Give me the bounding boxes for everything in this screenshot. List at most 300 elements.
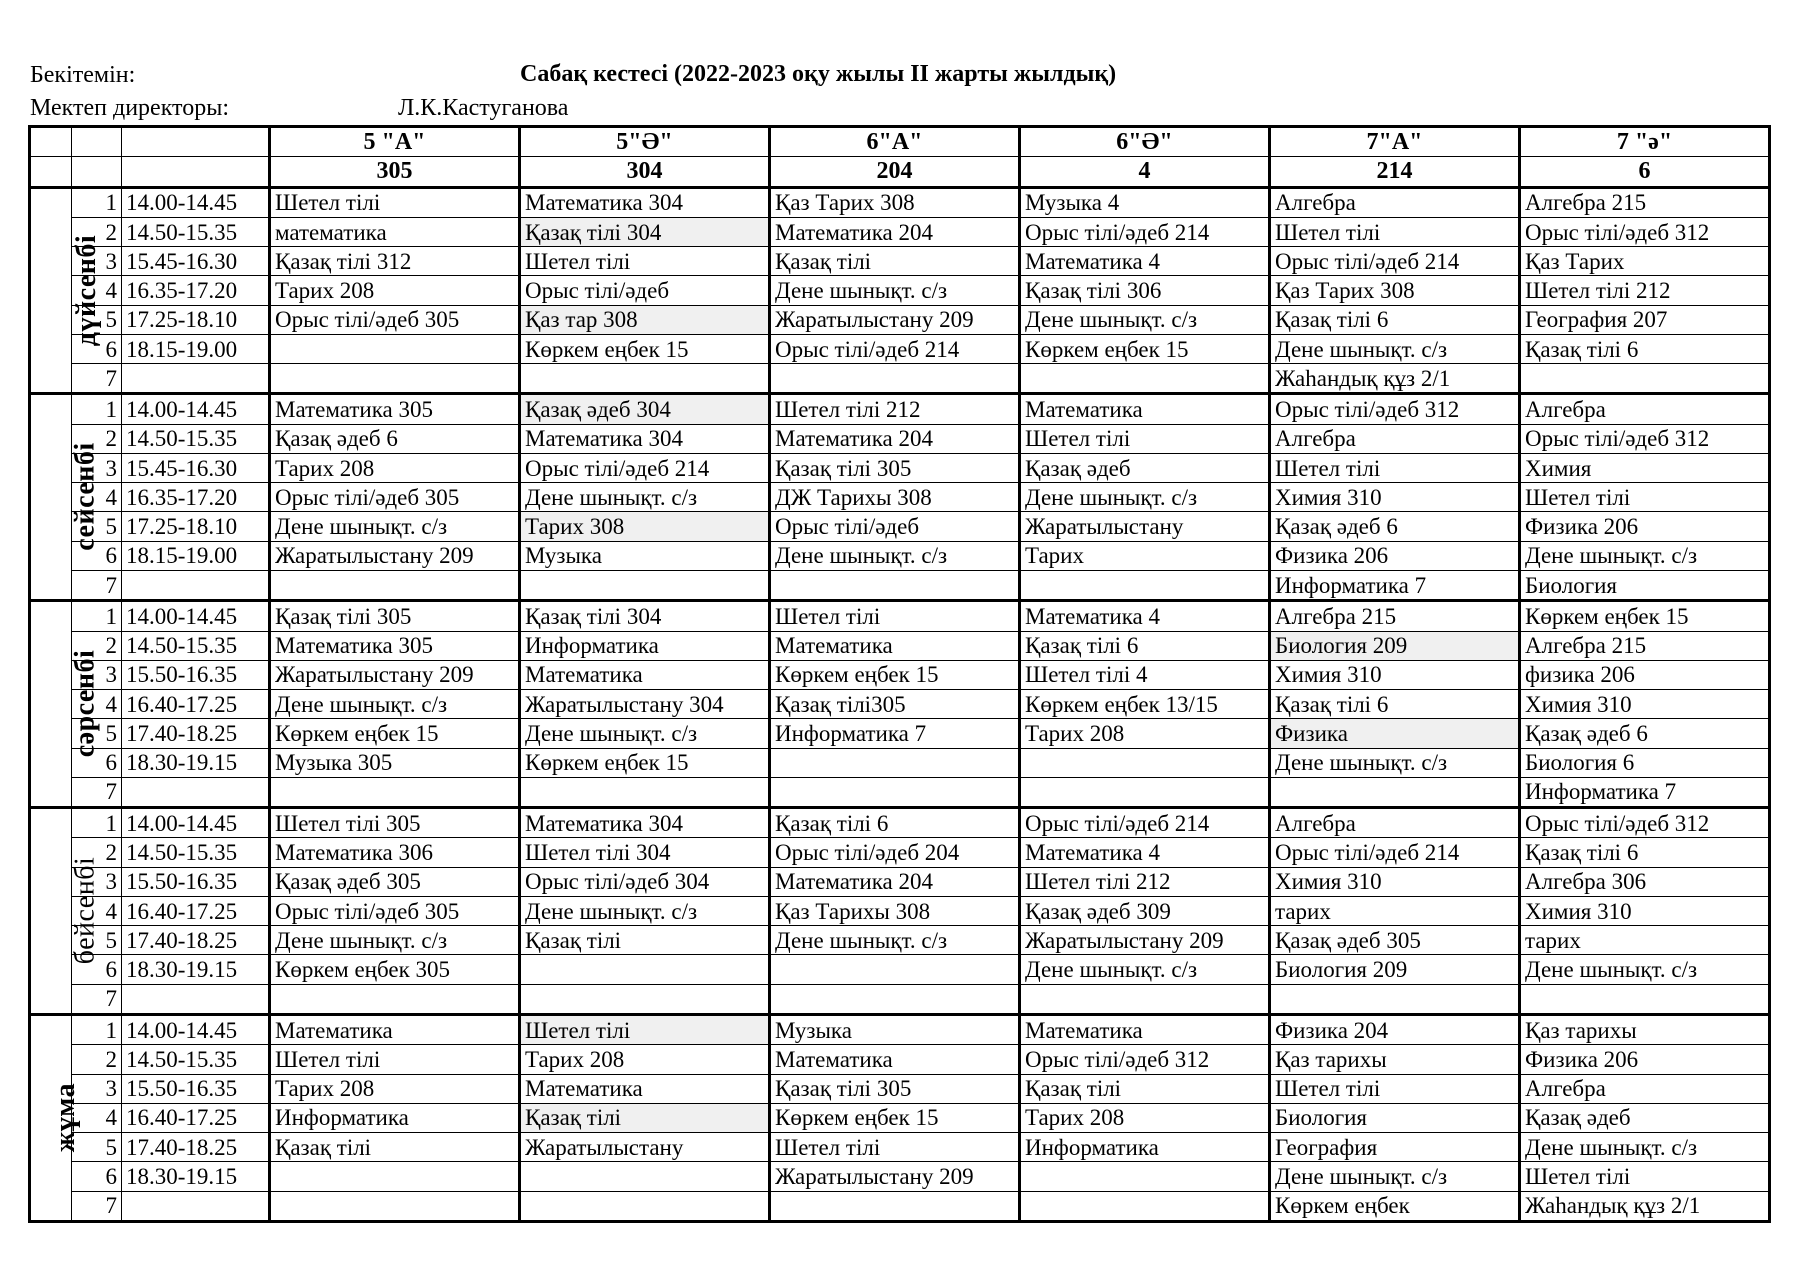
lesson-cell xyxy=(520,364,770,394)
class-name-3: 6"Ә" xyxy=(1020,127,1270,157)
lesson-number: 5 xyxy=(72,305,122,334)
lesson-cell: Орыс тілі/әдеб 312 xyxy=(1520,424,1770,453)
lesson-cell: Информатика 7 xyxy=(770,719,1020,748)
lesson-cell: Орыс тілі/әдеб 214 xyxy=(1270,838,1520,867)
lesson-row xyxy=(30,1191,1770,1221)
lesson-row xyxy=(30,276,1770,305)
lesson-time: 14.50-15.35 xyxy=(122,1045,270,1074)
lesson-cell: Орыс тілі/әдеб 305 xyxy=(270,483,520,512)
lesson-cell: Қазақ тілі 6 xyxy=(1020,631,1270,660)
lesson-cell: Тарих xyxy=(1020,541,1270,570)
lesson-cell: Шетел тілі xyxy=(1270,1074,1520,1103)
lesson-row xyxy=(30,364,1770,394)
lesson-number: 6 xyxy=(72,748,122,777)
lesson-cell: Орыс тілі/әдеб xyxy=(770,512,1020,541)
lesson-time: 17.40-18.25 xyxy=(122,926,270,955)
director-name: Л.К.Кастуганова xyxy=(398,95,569,121)
lesson-row xyxy=(30,217,1770,246)
lesson-row xyxy=(30,453,1770,482)
lesson-row xyxy=(30,483,1770,512)
lesson-number: 4 xyxy=(72,276,122,305)
lesson-cell: Жаратылыстану 209 xyxy=(770,1162,1020,1191)
lesson-cell: Шетел тілі 4 xyxy=(1020,660,1270,689)
lesson-cell: Шетел тілі xyxy=(270,187,520,217)
lesson-cell xyxy=(1270,777,1520,807)
lesson-cell xyxy=(270,1162,520,1191)
lesson-cell: Шетел тілі xyxy=(270,1045,520,1074)
lesson-cell: Қаз Тарих 308 xyxy=(770,187,1020,217)
lesson-cell: Алгебра xyxy=(1270,424,1520,453)
lesson-cell: Шетел тілі 305 xyxy=(270,808,520,838)
lesson-cell: Орыс тілі/әдеб 312 xyxy=(1520,808,1770,838)
lesson-cell: Қазақ әдеб xyxy=(1020,453,1270,482)
lesson-cell: Дене шынықт. с/з xyxy=(270,512,520,541)
lesson-cell: Орыс тілі/әдеб 305 xyxy=(270,896,520,925)
lesson-number: 1 xyxy=(72,808,122,838)
lesson-cell xyxy=(770,1191,1020,1221)
lesson-row xyxy=(30,512,1770,541)
room-number-4: 214 xyxy=(1270,157,1520,187)
lesson-time xyxy=(122,364,270,394)
lesson-row xyxy=(30,601,1770,631)
header-blank-cell xyxy=(122,157,270,187)
lesson-cell xyxy=(1270,984,1520,1014)
lesson-row xyxy=(30,719,1770,748)
lesson-cell: тарих xyxy=(1520,926,1770,955)
lesson-time: 14.50-15.35 xyxy=(122,217,270,246)
lesson-cell: Көркем еңбек 13/15 xyxy=(1020,690,1270,719)
lesson-cell: Математика xyxy=(770,1045,1020,1074)
lesson-cell: Математика 204 xyxy=(770,217,1020,246)
lesson-cell: Шетел тілі xyxy=(770,1133,1020,1162)
lesson-cell: Шетел тілі 212 xyxy=(1020,867,1270,896)
lesson-cell: Жаратылыстану 304 xyxy=(520,690,770,719)
lesson-number: 7 xyxy=(72,777,122,807)
day-name: сәрсенбі xyxy=(69,649,101,758)
lesson-cell xyxy=(770,955,1020,984)
lesson-cell: Физика 206 xyxy=(1270,541,1520,570)
class-name-5: 7 "ә" xyxy=(1520,127,1770,157)
class-name-0: 5 "А" xyxy=(270,127,520,157)
lesson-cell xyxy=(770,570,1020,600)
lesson-cell: Тарих 208 xyxy=(1020,719,1270,748)
lesson-cell: Шетел тілі xyxy=(520,1014,770,1044)
lesson-time: 18.15-19.00 xyxy=(122,334,270,363)
lesson-row xyxy=(30,334,1770,363)
lesson-cell: Орыс тілі/әдеб 305 xyxy=(270,305,520,334)
lesson-cell: Химия 310 xyxy=(1270,483,1520,512)
lesson-number: 7 xyxy=(72,364,122,394)
lesson-cell: Орыс тілі/әдеб 312 xyxy=(1020,1045,1270,1074)
lesson-number: 5 xyxy=(72,926,122,955)
lesson-cell: Тарих 208 xyxy=(270,1074,520,1103)
lesson-cell: Орыс тілі/әдеб 214 xyxy=(1270,247,1520,276)
day-name: бейсенбі xyxy=(69,856,101,965)
lesson-cell: Дене шынықт. с/з xyxy=(270,690,520,719)
lesson-number: 7 xyxy=(72,570,122,600)
lesson-cell: Қаз Тарихы 308 xyxy=(770,896,1020,925)
lesson-row xyxy=(30,838,1770,867)
lesson-cell: Қазақ әдеб 305 xyxy=(270,867,520,896)
lesson-cell: Орыс тілі/әдеб 312 xyxy=(1270,394,1520,424)
lesson-cell: Қазақ тілі305 xyxy=(770,690,1020,719)
lesson-cell: Қазақ әдеб 304 xyxy=(520,394,770,424)
lesson-row xyxy=(30,926,1770,955)
approve-label: Бекітемін: xyxy=(30,62,136,88)
lesson-cell: Математика 304 xyxy=(520,808,770,838)
lesson-cell: Дене шынықт. с/з xyxy=(1520,541,1770,570)
lesson-cell: Қаз тар 308 xyxy=(520,305,770,334)
lesson-cell: Қазақ әдеб 305 xyxy=(1270,926,1520,955)
lesson-cell: Музыка xyxy=(770,1014,1020,1044)
day-name: дүйсенбі xyxy=(71,234,103,346)
lesson-number: 1 xyxy=(72,394,122,424)
lesson-cell: Математика 4 xyxy=(1020,247,1270,276)
lesson-number: 2 xyxy=(72,217,122,246)
lesson-cell xyxy=(270,777,520,807)
lesson-cell: Тарих 208 xyxy=(270,276,520,305)
lesson-cell: Биология 209 xyxy=(1270,631,1520,660)
lesson-cell: Қазақ тілі 6 xyxy=(1270,305,1520,334)
lesson-number: 3 xyxy=(72,453,122,482)
lesson-time: 15.45-16.30 xyxy=(122,247,270,276)
lesson-time: 14.50-15.35 xyxy=(122,838,270,867)
lesson-cell: Шетел тілі xyxy=(1270,217,1520,246)
lesson-cell: Қазақ әдеб 6 xyxy=(1270,512,1520,541)
lesson-cell xyxy=(1520,984,1770,1014)
lesson-row xyxy=(30,1103,1770,1132)
lesson-row xyxy=(30,1045,1770,1074)
lesson-cell: Математика xyxy=(520,1074,770,1103)
lesson-cell xyxy=(770,364,1020,394)
lesson-row xyxy=(30,187,1770,217)
lesson-cell: Математика 204 xyxy=(770,867,1020,896)
lesson-number: 4 xyxy=(72,1103,122,1132)
lesson-row xyxy=(30,631,1770,660)
lesson-cell: Шетел тілі xyxy=(1520,1162,1770,1191)
lesson-cell: Химия 310 xyxy=(1270,660,1520,689)
lesson-cell: География 207 xyxy=(1520,305,1770,334)
lesson-number: 6 xyxy=(72,1162,122,1191)
lesson-cell xyxy=(770,984,1020,1014)
lesson-time: 16.35-17.20 xyxy=(122,276,270,305)
room-number-2: 204 xyxy=(770,157,1020,187)
header-blank-cell xyxy=(30,127,72,157)
lesson-row xyxy=(30,541,1770,570)
lesson-cell: Информатика 7 xyxy=(1520,777,1770,807)
lesson-cell xyxy=(270,334,520,363)
lesson-cell: Қазақ тілі 305 xyxy=(770,1074,1020,1103)
lesson-cell: Алгебра xyxy=(1520,1074,1770,1103)
lesson-time xyxy=(122,570,270,600)
lesson-cell: Қазақ тілі 305 xyxy=(270,601,520,631)
lesson-cell xyxy=(520,1191,770,1221)
lesson-cell: математика xyxy=(270,217,520,246)
lesson-cell: Жаһандық құз 2/1 xyxy=(1270,364,1520,394)
lesson-cell: Жаратылыстану 209 xyxy=(270,541,520,570)
lesson-cell xyxy=(270,1191,520,1221)
class-name-1: 5"Ә" xyxy=(520,127,770,157)
lesson-cell: Физика 206 xyxy=(1520,1045,1770,1074)
lesson-cell: Химия 310 xyxy=(1270,867,1520,896)
lesson-cell xyxy=(770,748,1020,777)
lesson-cell: Жаратылыстану 209 xyxy=(270,660,520,689)
lesson-number: 4 xyxy=(72,483,122,512)
lesson-time: 18.30-19.15 xyxy=(122,748,270,777)
lesson-cell xyxy=(1020,1162,1270,1191)
lesson-number: 6 xyxy=(72,541,122,570)
lesson-cell: Химия 310 xyxy=(1520,690,1770,719)
lesson-cell: Математика 4 xyxy=(1020,838,1270,867)
lesson-cell: Математика xyxy=(1020,1014,1270,1044)
lesson-cell: Тарих 208 xyxy=(520,1045,770,1074)
lesson-cell: Шетел тілі xyxy=(770,601,1020,631)
lesson-cell: Шетел тілі xyxy=(1270,453,1520,482)
lesson-cell: География xyxy=(1270,1133,1520,1162)
lesson-cell xyxy=(270,364,520,394)
lesson-cell: Жаратылыстану xyxy=(520,1133,770,1162)
lesson-cell: Алгебра 215 xyxy=(1520,631,1770,660)
lesson-cell: Көркем еңбек 15 xyxy=(1520,601,1770,631)
lesson-row xyxy=(30,305,1770,334)
lesson-cell: Қазақ тілі xyxy=(520,1103,770,1132)
room-header-row xyxy=(30,157,1770,187)
lesson-cell xyxy=(1020,984,1270,1014)
lesson-cell: Дене шынықт. с/з xyxy=(1270,334,1520,363)
lesson-row xyxy=(30,424,1770,453)
day-label-cell xyxy=(30,394,101,601)
lesson-number: 2 xyxy=(72,1045,122,1074)
lesson-cell: Тарих 208 xyxy=(270,453,520,482)
lesson-row xyxy=(30,777,1770,807)
lesson-cell: Көркем еңбек 15 xyxy=(270,719,520,748)
lesson-cell: Қазақ тілі 6 xyxy=(770,808,1020,838)
lesson-cell: Орыс тілі/әдеб xyxy=(520,276,770,305)
lesson-cell xyxy=(1520,364,1770,394)
lesson-cell: Қаз тарихы xyxy=(1270,1045,1520,1074)
lesson-cell: Қазақ тілі 306 xyxy=(1020,276,1270,305)
lesson-cell: Дене шынықт. с/з xyxy=(270,926,520,955)
lesson-row xyxy=(30,867,1770,896)
lesson-row xyxy=(30,247,1770,276)
day-name: сейсенбі xyxy=(69,442,101,552)
lesson-time: 17.25-18.10 xyxy=(122,512,270,541)
lesson-time: 18.30-19.15 xyxy=(122,1162,270,1191)
lesson-time: 16.40-17.25 xyxy=(122,690,270,719)
lesson-time: 15.50-16.35 xyxy=(122,1074,270,1103)
lesson-number: 5 xyxy=(72,512,122,541)
lesson-cell xyxy=(270,570,520,600)
lesson-number: 4 xyxy=(72,690,122,719)
lesson-cell: Орыс тілі/әдеб 304 xyxy=(520,867,770,896)
lesson-cell: Информатика xyxy=(270,1103,520,1132)
lesson-cell xyxy=(1020,1191,1270,1221)
lesson-time xyxy=(122,1191,270,1221)
lesson-cell: Дене шынықт. с/з xyxy=(520,483,770,512)
lesson-cell: Дене шынықт. с/з xyxy=(1020,483,1270,512)
lesson-cell xyxy=(520,570,770,600)
lesson-cell: Физика 204 xyxy=(1270,1014,1520,1044)
lesson-cell: Шетел тілі xyxy=(1520,483,1770,512)
room-number-3: 4 xyxy=(1020,157,1270,187)
lesson-cell: Қазақ тілі 6 xyxy=(1270,690,1520,719)
lesson-cell: Көркем еңбек 15 xyxy=(770,660,1020,689)
lesson-cell: Көркем еңбек 305 xyxy=(270,955,520,984)
lesson-row xyxy=(30,955,1770,984)
lesson-cell: Қазақ тілі 6 xyxy=(1520,838,1770,867)
lesson-number: 1 xyxy=(72,187,122,217)
lesson-cell: Көркем еңбек 15 xyxy=(520,748,770,777)
lesson-time: 14.00-14.45 xyxy=(122,394,270,424)
lesson-row xyxy=(30,748,1770,777)
lesson-number: 3 xyxy=(72,867,122,896)
schedule-table xyxy=(28,125,1771,1223)
lesson-cell: Математика xyxy=(770,631,1020,660)
lesson-cell: Математика xyxy=(270,1014,520,1044)
class-header-row xyxy=(30,127,1770,157)
room-number-1: 304 xyxy=(520,157,770,187)
lesson-cell: Көркем еңбек 15 xyxy=(1020,334,1270,363)
lesson-cell: Қазақ тілі xyxy=(270,1133,520,1162)
lesson-cell: Қазақ тілі xyxy=(1020,1074,1270,1103)
lesson-cell: Көркем еңбек 15 xyxy=(770,1103,1020,1132)
lesson-cell: Математика 204 xyxy=(770,424,1020,453)
lesson-cell: Жаратылыстану xyxy=(1020,512,1270,541)
header-blank-cell xyxy=(30,157,72,187)
lesson-row xyxy=(30,896,1770,925)
lesson-cell: Информатика xyxy=(520,631,770,660)
lesson-cell: Жаратылыстану 209 xyxy=(1020,926,1270,955)
day-label-cell xyxy=(30,808,101,1015)
lesson-cell: Физика xyxy=(1270,719,1520,748)
lesson-cell: Жаратылыстану 209 xyxy=(770,305,1020,334)
lesson-time: 14.00-14.45 xyxy=(122,187,270,217)
lesson-cell: ДЖ Тарихы 308 xyxy=(770,483,1020,512)
lesson-cell: Қазақ тілі 6 xyxy=(1520,334,1770,363)
lesson-cell xyxy=(1020,364,1270,394)
lesson-cell: Қазақ тілі 312 xyxy=(270,247,520,276)
lesson-cell: Дене шынықт. с/з xyxy=(1520,955,1770,984)
lesson-cell: Дене шынықт. с/з xyxy=(520,719,770,748)
lesson-cell: Математика 305 xyxy=(270,394,520,424)
lesson-time: 15.50-16.35 xyxy=(122,660,270,689)
lesson-cell: Дене шынықт. с/з xyxy=(1270,1162,1520,1191)
lesson-number: 7 xyxy=(72,1191,122,1221)
lesson-cell xyxy=(520,984,770,1014)
lesson-cell: Қазақ тілі xyxy=(520,926,770,955)
lesson-cell: Биология 6 xyxy=(1520,748,1770,777)
lesson-time: 18.15-19.00 xyxy=(122,541,270,570)
lesson-cell: Алгебра 306 xyxy=(1520,867,1770,896)
lesson-cell: Дене шынықт. с/з xyxy=(770,541,1020,570)
lesson-cell: Жаһандық құз 2/1 xyxy=(1520,1191,1770,1221)
lesson-cell: Математика 305 xyxy=(270,631,520,660)
lesson-cell: Информатика xyxy=(1020,1133,1270,1162)
lesson-cell: Алгебра 215 xyxy=(1270,601,1520,631)
class-name-4: 7"А" xyxy=(1270,127,1520,157)
room-number-0: 305 xyxy=(270,157,520,187)
lesson-cell: Орыс тілі/әдеб 312 xyxy=(1520,217,1770,246)
lesson-row xyxy=(30,570,1770,600)
lesson-cell: физика 206 xyxy=(1520,660,1770,689)
lesson-cell: Алгебра xyxy=(1270,808,1520,838)
page-title: Сабақ кестесі (2022-2023 оқу жылы II жарты жылдық) xyxy=(520,61,1117,87)
lesson-cell: Шетел тілі 212 xyxy=(1520,276,1770,305)
lesson-number: 4 xyxy=(72,896,122,925)
lesson-cell xyxy=(520,1162,770,1191)
lesson-cell: Биология 209 xyxy=(1270,955,1520,984)
day-label-cell xyxy=(30,601,101,808)
lesson-time: 17.40-18.25 xyxy=(122,719,270,748)
header-blank-cell xyxy=(72,127,122,157)
lesson-cell xyxy=(520,777,770,807)
lesson-cell: Көркем еңбек xyxy=(1270,1191,1520,1221)
director-label: Мектеп директоры: xyxy=(30,95,230,121)
class-name-2: 6"А" xyxy=(770,127,1020,157)
lesson-time: 14.50-15.35 xyxy=(122,631,270,660)
lesson-number: 3 xyxy=(72,1074,122,1103)
lesson-cell: Алгебра xyxy=(1520,394,1770,424)
lesson-time: 14.50-15.35 xyxy=(122,424,270,453)
lesson-cell: Биология xyxy=(1270,1103,1520,1132)
lesson-cell: Дене шынықт. с/з xyxy=(1020,955,1270,984)
lesson-cell: Қазақ тілі 304 xyxy=(520,217,770,246)
lesson-cell: Информатика 7 xyxy=(1270,570,1520,600)
lesson-cell: Дене шынықт. с/з xyxy=(1270,748,1520,777)
lesson-time: 16.35-17.20 xyxy=(122,483,270,512)
lesson-number: 6 xyxy=(72,955,122,984)
lesson-cell: Дене шынықт. с/з xyxy=(1520,1133,1770,1162)
lesson-cell: Орыс тілі/әдеб 214 xyxy=(1020,217,1270,246)
header-blank-cell xyxy=(122,127,270,157)
lesson-row xyxy=(30,984,1770,1014)
lesson-cell: Қаз Тарих 308 xyxy=(1270,276,1520,305)
lesson-cell: Тарих 308 xyxy=(520,512,770,541)
lesson-time: 14.00-14.45 xyxy=(122,601,270,631)
lesson-cell: Қазақ тілі 305 xyxy=(770,453,1020,482)
lesson-cell: Биология xyxy=(1520,570,1770,600)
lesson-number: 2 xyxy=(72,631,122,660)
lesson-number: 2 xyxy=(72,838,122,867)
lesson-cell: Математика 304 xyxy=(520,187,770,217)
lesson-cell: Алгебра 215 xyxy=(1520,187,1770,217)
header-blank-cell xyxy=(72,157,122,187)
lesson-cell: Дене шынықт. с/з xyxy=(1020,305,1270,334)
lesson-cell: Математика 306 xyxy=(270,838,520,867)
lesson-time: 17.25-18.10 xyxy=(122,305,270,334)
lesson-number: 1 xyxy=(72,601,122,631)
lesson-cell: Математика 4 xyxy=(1020,601,1270,631)
lesson-cell xyxy=(1020,777,1270,807)
lesson-cell: Дене шынықт. с/з xyxy=(770,926,1020,955)
lesson-time xyxy=(122,984,270,1014)
lesson-cell xyxy=(770,777,1020,807)
lesson-row xyxy=(30,1014,1770,1044)
lesson-cell: Орыс тілі/әдеб 214 xyxy=(1020,808,1270,838)
lesson-cell: Шетел тілі 304 xyxy=(520,838,770,867)
lesson-time: 15.45-16.30 xyxy=(122,453,270,482)
lesson-cell: Қазақ әдеб 6 xyxy=(1520,719,1770,748)
lesson-cell: Орыс тілі/әдеб 214 xyxy=(770,334,1020,363)
lesson-cell: Музыка 4 xyxy=(1020,187,1270,217)
lesson-time: 14.00-14.45 xyxy=(122,1014,270,1044)
day-label-cell xyxy=(30,1014,82,1221)
lesson-cell xyxy=(1020,570,1270,600)
lesson-time: 17.40-18.25 xyxy=(122,1133,270,1162)
lesson-time xyxy=(122,777,270,807)
lesson-row xyxy=(30,1162,1770,1191)
lesson-row xyxy=(30,394,1770,424)
